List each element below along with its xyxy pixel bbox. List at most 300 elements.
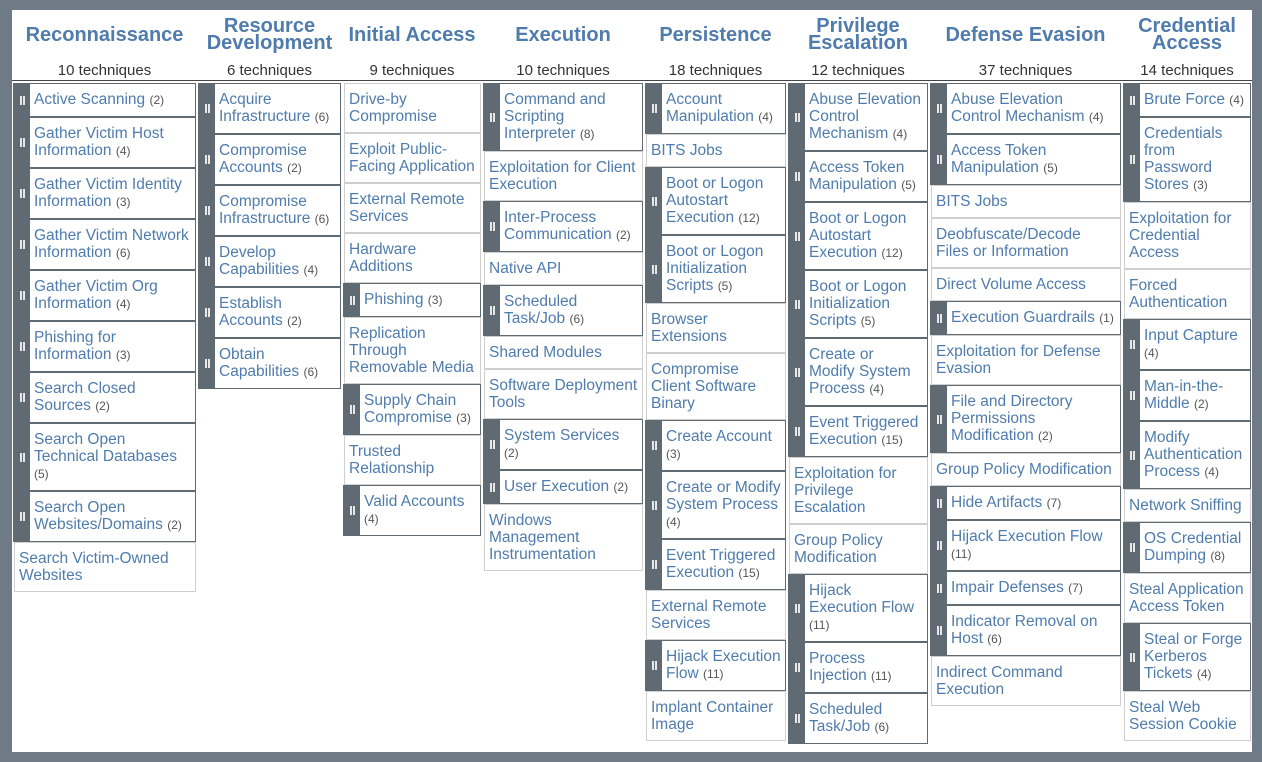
technique-label xyxy=(646,540,785,589)
technique-cell[interactable] xyxy=(344,317,481,384)
technique-name[interactable]: Access Token Manipulation xyxy=(951,142,1047,176)
technique-label xyxy=(14,271,195,320)
technique-cell[interactable] xyxy=(483,83,643,151)
subtechnique-count: (15) xyxy=(881,433,903,447)
technique-cell[interactable] xyxy=(931,656,1121,706)
technique-cell[interactable] xyxy=(930,571,1121,605)
expand-handle-icon[interactable] xyxy=(14,220,30,269)
expand-handle-icon[interactable] xyxy=(931,386,947,452)
technique-name[interactable]: Phishing for Information xyxy=(34,329,116,363)
technique-cell[interactable] xyxy=(344,435,481,485)
technique-cell[interactable] xyxy=(13,168,196,219)
expand-handle-icon[interactable] xyxy=(646,641,662,690)
technique-name[interactable]: System Services xyxy=(504,427,620,444)
technique-cell[interactable] xyxy=(198,236,341,287)
technique-cell[interactable] xyxy=(483,285,643,336)
technique-name[interactable]: Network Sniffing xyxy=(1129,497,1242,514)
subtechnique-count: (11) xyxy=(951,547,972,561)
technique-name[interactable]: Process Injection xyxy=(809,650,867,684)
tactic-name[interactable]: Defense Evasion xyxy=(945,23,1106,46)
technique-label xyxy=(199,339,340,388)
technique-name[interactable]: Indirect Command Execution xyxy=(936,664,1063,698)
technique-label xyxy=(790,525,927,573)
technique-cell[interactable] xyxy=(788,574,928,642)
expand-handle-icon[interactable] xyxy=(14,118,30,167)
technique-name[interactable]: Compromise Accounts xyxy=(219,142,307,176)
technique-name[interactable]: Boot or Logon Initialization Scripts xyxy=(809,278,907,329)
expand-handle-icon[interactable] xyxy=(931,572,947,604)
technique-name[interactable]: Brute Force xyxy=(1144,91,1225,108)
technique-name[interactable]: Search Open Technical Databases xyxy=(34,431,178,465)
technique-name[interactable]: Execution Guardrails xyxy=(951,309,1095,326)
technique-cell[interactable] xyxy=(13,423,196,491)
technique-cell[interactable] xyxy=(484,252,643,285)
technique-cell[interactable] xyxy=(198,185,341,236)
technique-label xyxy=(789,203,927,269)
expand-handle-icon[interactable] xyxy=(14,169,30,218)
technique-name[interactable]: Access Token Manipulation xyxy=(809,159,905,193)
technique-cell[interactable] xyxy=(1123,623,1251,691)
technique-label xyxy=(485,152,642,200)
technique-cell[interactable] xyxy=(645,235,786,303)
technique-cell[interactable] xyxy=(930,605,1121,656)
technique-cell[interactable] xyxy=(484,151,643,201)
technique-cell[interactable] xyxy=(484,369,643,419)
technique-cell[interactable] xyxy=(198,134,341,185)
subtechnique-count: (2) xyxy=(613,480,629,494)
expand-handle-icon[interactable] xyxy=(931,521,947,570)
technique-count: 14 techniques xyxy=(1140,62,1234,79)
technique-name[interactable]: Supply Chain Compromise xyxy=(364,392,457,426)
technique-name[interactable]: Boot or Logon Autostart Execution xyxy=(809,210,907,261)
expand-handle-icon[interactable] xyxy=(789,271,805,337)
technique-name[interactable]: Active Scanning xyxy=(34,91,146,108)
technique-cell[interactable] xyxy=(788,642,928,693)
technique-label xyxy=(344,385,480,434)
technique-cell[interactable] xyxy=(1123,319,1251,370)
subtechnique-count: (5) xyxy=(717,279,733,293)
subtechnique-count: (12) xyxy=(738,211,760,225)
technique-name[interactable]: Event Triggered Execution xyxy=(809,414,919,448)
technique-name[interactable]: Hide Artifacts xyxy=(951,494,1043,511)
technique-name[interactable]: Replication Through Removable Media xyxy=(349,325,474,376)
technique-name[interactable]: Search Victim-Owned Websites xyxy=(19,550,169,584)
tactic-header xyxy=(197,10,342,81)
technique-name[interactable]: Credentials from Password Stores xyxy=(1144,125,1223,193)
technique-cell[interactable] xyxy=(931,218,1121,268)
technique-cell[interactable] xyxy=(645,167,786,235)
technique-cell[interactable] xyxy=(1124,691,1251,741)
technique-name[interactable]: Create Account xyxy=(666,428,772,445)
technique-name[interactable]: Account Manipulation xyxy=(666,91,754,125)
technique-name[interactable]: Steal or Forge Kerberos Tickets xyxy=(1144,631,1243,682)
technique-cell[interactable] xyxy=(1124,489,1251,522)
technique-cell[interactable] xyxy=(13,219,196,270)
technique-label xyxy=(14,220,195,269)
expand-handle-icon[interactable] xyxy=(646,421,662,470)
technique-name[interactable]: OS Credential Dumping xyxy=(1144,530,1242,564)
technique-label xyxy=(931,606,1120,655)
subtechnique-count: (3) xyxy=(456,411,471,425)
technique-label xyxy=(1125,490,1250,521)
technique-label xyxy=(647,692,785,740)
subtechnique-count: (4) xyxy=(1144,346,1159,360)
technique-name[interactable]: Trusted Relationship xyxy=(349,443,435,477)
technique-cell[interactable] xyxy=(930,486,1121,520)
subtechnique-count: (4) xyxy=(1204,465,1219,479)
subtechnique-count: (4) xyxy=(1088,110,1104,124)
technique-cell[interactable] xyxy=(13,372,196,423)
technique-label xyxy=(484,84,642,150)
technique-cell[interactable] xyxy=(645,539,786,590)
technique-label xyxy=(345,184,480,232)
technique-name[interactable]: Direct Volume Access xyxy=(936,276,1086,293)
technique-cell[interactable] xyxy=(483,419,643,470)
technique-name[interactable]: Hijack Execution Flow xyxy=(809,582,915,616)
technique-label xyxy=(199,288,340,337)
technique-name[interactable]: Scheduled Task/Job xyxy=(504,293,578,327)
technique-cell[interactable] xyxy=(13,321,196,372)
subtechnique-count: (3) xyxy=(427,293,443,307)
expand-handle-icon[interactable] xyxy=(646,84,662,133)
technique-cell[interactable] xyxy=(484,336,643,369)
expand-handle-icon[interactable] xyxy=(789,339,805,405)
technique-label xyxy=(14,84,195,116)
technique-count: 6 techniques xyxy=(226,62,313,79)
technique-cell[interactable] xyxy=(788,83,928,151)
technique-cell[interactable] xyxy=(343,485,481,536)
technique-name[interactable]: Abuse Elevation Control Mechanism xyxy=(951,91,1085,125)
technique-label xyxy=(1124,320,1250,369)
tactic-name[interactable]: Credential Access xyxy=(1138,15,1236,54)
technique-name[interactable]: Boot or Logon Autostart Execution xyxy=(666,175,764,226)
technique-cell[interactable] xyxy=(344,83,481,133)
expand-handle-icon[interactable] xyxy=(646,168,662,234)
expand-handle-icon[interactable] xyxy=(931,84,947,133)
expand-handle-icon[interactable] xyxy=(789,694,805,743)
technique-label xyxy=(485,370,642,418)
technique-cell[interactable] xyxy=(14,542,196,592)
technique-label xyxy=(485,337,642,368)
technique-name[interactable]: Obtain Capabilities xyxy=(219,346,300,380)
tactic-name[interactable]: Persistence xyxy=(659,23,772,46)
technique-name[interactable]: Deobfuscate/Decode Files or Information xyxy=(936,226,1081,260)
technique-name[interactable]: External Remote Services xyxy=(651,598,767,632)
expand-handle-icon[interactable] xyxy=(1124,320,1140,369)
technique-name[interactable]: Indicator Removal on Host xyxy=(951,613,1098,647)
expand-handle-icon[interactable] xyxy=(14,492,30,541)
expand-handle-icon[interactable] xyxy=(789,152,805,201)
technique-cell[interactable] xyxy=(645,420,786,471)
expand-handle-icon[interactable] xyxy=(789,407,805,456)
expand-handle-icon[interactable] xyxy=(789,203,805,269)
technique-name[interactable]: Event Triggered Execution xyxy=(666,547,776,581)
technique-cell[interactable] xyxy=(343,283,481,317)
technique-label xyxy=(932,336,1120,384)
technique-name[interactable]: Compromise Infrastructure xyxy=(219,193,311,227)
subtechnique-count: (2) xyxy=(95,399,110,413)
technique-cell[interactable] xyxy=(1124,573,1251,623)
expand-handle-icon[interactable] xyxy=(344,284,360,316)
technique-cell[interactable] xyxy=(344,233,481,283)
technique-cell[interactable] xyxy=(788,151,928,202)
expand-handle-icon[interactable] xyxy=(931,302,947,334)
tactic-name[interactable]: Reconnaissance xyxy=(25,23,184,46)
technique-cell[interactable] xyxy=(646,590,786,640)
technique-cell[interactable] xyxy=(930,385,1121,453)
technique-name[interactable]: External Remote Services xyxy=(349,191,465,225)
technique-name[interactable]: Drive-by Compromise xyxy=(349,91,437,125)
technique-cell[interactable] xyxy=(198,338,341,389)
expand-handle-icon[interactable] xyxy=(789,643,805,692)
technique-cell[interactable] xyxy=(13,117,196,168)
technique-cell[interactable] xyxy=(13,270,196,321)
expand-handle-icon[interactable] xyxy=(646,540,662,589)
technique-cell[interactable] xyxy=(788,338,928,406)
tactic-column-reconnaissance xyxy=(12,10,197,592)
technique-cell[interactable] xyxy=(1123,370,1251,421)
technique-cell[interactable] xyxy=(1123,421,1251,489)
technique-count: 18 techniques xyxy=(668,62,763,79)
technique-name[interactable]: Compromise Client Software Binary xyxy=(651,361,757,412)
tactic-name[interactable]: Execution xyxy=(515,23,611,46)
expand-handle-icon[interactable] xyxy=(646,472,662,538)
technique-name[interactable]: Boot or Logon Initialization Scripts xyxy=(666,243,764,294)
expand-handle-icon[interactable] xyxy=(931,135,947,184)
technique-name[interactable]: Man-in-the-Middle xyxy=(1144,378,1224,412)
expand-handle-icon[interactable] xyxy=(199,186,215,235)
technique-name[interactable]: Group Policy Modification xyxy=(794,532,883,566)
technique-cell[interactable] xyxy=(483,470,643,504)
technique-label xyxy=(932,186,1120,217)
subtechnique-count: (2) xyxy=(287,161,302,175)
technique-count: 10 techniques xyxy=(516,62,610,79)
technique-cell[interactable] xyxy=(646,303,786,353)
expand-handle-icon[interactable] xyxy=(199,339,215,388)
expand-handle-icon[interactable] xyxy=(484,84,500,150)
technique-cell[interactable] xyxy=(645,471,786,539)
expand-handle-icon[interactable] xyxy=(931,606,947,655)
expand-handle-icon[interactable] xyxy=(199,84,215,133)
technique-label xyxy=(932,657,1120,705)
expand-handle-icon[interactable] xyxy=(484,286,500,335)
technique-name[interactable]: Hardware Additions xyxy=(349,241,417,275)
technique-name[interactable]: Gather Victim Network Information xyxy=(34,227,189,261)
technique-cell[interactable] xyxy=(646,691,786,741)
subtechnique-count: (2) xyxy=(149,93,165,107)
technique-cell[interactable] xyxy=(645,83,786,134)
tactic-column-execution xyxy=(482,10,644,571)
technique-name[interactable]: BITS Jobs xyxy=(936,193,1008,210)
subtechnique-count: (4) xyxy=(115,297,131,311)
expand-handle-icon[interactable] xyxy=(789,84,805,150)
technique-cell[interactable] xyxy=(13,83,196,117)
technique-cell[interactable] xyxy=(788,406,928,457)
technique-cell[interactable] xyxy=(931,268,1121,301)
technique-name[interactable]: Gather Victim Org Information xyxy=(34,278,158,312)
technique-name[interactable]: Steal Web Session Cookie xyxy=(1129,699,1237,733)
technique-cell[interactable] xyxy=(788,693,928,744)
technique-name[interactable]: Acquire Infrastructure xyxy=(219,91,311,125)
technique-name[interactable]: Valid Accounts xyxy=(364,493,465,510)
technique-list xyxy=(1122,81,1252,741)
technique-cell[interactable] xyxy=(198,83,341,134)
technique-cell[interactable] xyxy=(1123,117,1251,202)
subtechnique-count: (6) xyxy=(314,110,330,124)
subtechnique-count: (4) xyxy=(892,127,908,141)
technique-name[interactable]: Scheduled Task/Job xyxy=(809,701,883,735)
subtechnique-count: (12) xyxy=(881,246,903,260)
technique-cell[interactable] xyxy=(344,133,481,183)
technique-label xyxy=(14,424,195,490)
technique-name[interactable]: Implant Container Image xyxy=(651,699,774,733)
technique-cell[interactable] xyxy=(1124,202,1251,269)
technique-label xyxy=(646,641,785,690)
expand-handle-icon[interactable] xyxy=(484,202,500,251)
expand-handle-icon[interactable] xyxy=(1124,523,1140,572)
technique-label xyxy=(931,521,1120,570)
technique-name[interactable]: User Execution xyxy=(504,478,610,495)
technique-name[interactable]: Native API xyxy=(489,260,562,277)
expand-handle-icon[interactable] xyxy=(199,288,215,337)
technique-cell[interactable] xyxy=(13,491,196,542)
expand-handle-icon[interactable] xyxy=(789,575,805,641)
expand-handle-icon[interactable] xyxy=(1124,371,1140,420)
technique-cell[interactable] xyxy=(931,335,1121,385)
expand-handle-icon[interactable] xyxy=(931,487,947,519)
expand-handle-icon[interactable] xyxy=(14,322,30,371)
technique-name[interactable]: Impair Defenses xyxy=(951,579,1064,596)
expand-handle-icon[interactable] xyxy=(646,236,662,302)
technique-cell[interactable] xyxy=(645,640,786,691)
subtechnique-count: (11) xyxy=(809,618,830,632)
technique-cell[interactable] xyxy=(930,301,1121,335)
technique-name[interactable]: Software Deployment Tools xyxy=(489,377,638,411)
technique-name[interactable]: Windows Management Instrumentation xyxy=(489,512,596,563)
technique-name[interactable]: BITS Jobs xyxy=(651,142,723,159)
technique-cell[interactable] xyxy=(930,520,1121,571)
technique-label xyxy=(484,420,642,469)
technique-name[interactable]: Search Closed Sources xyxy=(34,380,136,414)
technique-cell[interactable] xyxy=(483,201,643,252)
technique-name[interactable]: Search Open Websites/Domains xyxy=(34,499,163,533)
technique-cell[interactable] xyxy=(1123,83,1251,117)
technique-cell[interactable] xyxy=(931,453,1121,486)
technique-name[interactable]: Shared Modules xyxy=(489,344,602,361)
expand-handle-icon[interactable] xyxy=(14,424,30,490)
technique-name[interactable]: Group Policy Modification xyxy=(936,461,1112,478)
technique-name[interactable]: File and Directory Permissions Modification xyxy=(951,393,1073,444)
expand-handle-icon[interactable] xyxy=(344,385,360,434)
tactic-name[interactable]: Privilege Escalation xyxy=(807,15,909,54)
technique-name[interactable]: Create or Modify System Process xyxy=(666,479,781,513)
expand-handle-icon[interactable] xyxy=(1124,422,1140,488)
technique-cell[interactable] xyxy=(930,134,1121,185)
technique-name[interactable]: Hijack Execution Flow xyxy=(666,648,781,682)
technique-name[interactable]: Inter-Process Communication xyxy=(504,209,612,243)
technique-name[interactable]: Exploitation for Client Execution xyxy=(489,159,636,193)
technique-name[interactable]: Hijack Execution Flow xyxy=(951,528,1103,545)
technique-cell[interactable] xyxy=(1124,269,1251,319)
technique-cell[interactable] xyxy=(646,353,786,420)
expand-handle-icon[interactable] xyxy=(1124,118,1140,201)
technique-name[interactable]: Develop Capabilities xyxy=(219,244,300,278)
subtechnique-count: (4) xyxy=(869,382,884,396)
technique-name[interactable]: Exploitation for Credential Access xyxy=(1129,210,1232,261)
technique-label xyxy=(932,219,1120,267)
technique-cell[interactable] xyxy=(1123,522,1251,573)
expand-handle-icon[interactable] xyxy=(14,373,30,422)
expand-handle-icon[interactable] xyxy=(484,420,500,469)
subtechnique-count: (11) xyxy=(871,669,892,683)
technique-name[interactable]: Gather Victim Identity Information xyxy=(34,176,182,210)
technique-name[interactable]: Input Capture xyxy=(1144,327,1238,344)
technique-name[interactable]: Create or Modify System Process xyxy=(809,346,911,397)
technique-name[interactable]: Abuse Elevation Control Mechanism xyxy=(809,91,922,142)
tactic-column-resource-development xyxy=(197,10,342,389)
technique-label xyxy=(931,386,1120,452)
technique-label xyxy=(1124,422,1250,488)
subtechnique-count: (6) xyxy=(569,312,585,326)
tactic-name[interactable]: Initial Access xyxy=(348,23,476,46)
subtechnique-count: (3) xyxy=(666,447,681,461)
expand-handle-icon[interactable] xyxy=(14,271,30,320)
technique-label xyxy=(1124,624,1250,690)
technique-cell[interactable] xyxy=(646,134,786,167)
technique-name[interactable]: Gather Victim Host Information xyxy=(34,125,164,159)
expand-handle-icon[interactable] xyxy=(1124,624,1140,690)
technique-cell[interactable] xyxy=(484,504,643,571)
technique-cell[interactable] xyxy=(343,384,481,435)
technique-cell[interactable] xyxy=(930,83,1121,134)
technique-label xyxy=(14,118,195,167)
technique-name[interactable]: Steal Application Access Token xyxy=(1129,581,1244,615)
technique-name[interactable]: Establish Accounts xyxy=(219,295,283,329)
technique-label xyxy=(931,84,1120,133)
expand-handle-icon[interactable] xyxy=(199,237,215,286)
technique-cell[interactable] xyxy=(788,202,928,270)
expand-handle-icon[interactable] xyxy=(344,486,360,535)
technique-cell[interactable] xyxy=(931,185,1121,218)
expand-handle-icon[interactable] xyxy=(199,135,215,184)
tactic-name[interactable]: Resource Development xyxy=(206,15,333,54)
technique-name[interactable]: Exploitation for Privilege Escalation xyxy=(794,465,897,516)
technique-name[interactable]: Exploitation for Defense Evasion xyxy=(936,343,1101,377)
technique-label xyxy=(789,643,927,692)
technique-label xyxy=(14,373,195,422)
technique-cell[interactable] xyxy=(789,457,928,524)
technique-name[interactable]: Command and Scripting Interpreter xyxy=(504,91,606,142)
expand-handle-icon[interactable] xyxy=(484,471,500,503)
technique-name[interactable]: Browser Extensions xyxy=(651,311,727,345)
technique-name[interactable]: Forced Authentication xyxy=(1129,277,1228,311)
technique-cell[interactable] xyxy=(344,183,481,233)
expand-handle-icon[interactable] xyxy=(1124,84,1140,116)
technique-cell[interactable] xyxy=(789,524,928,574)
expand-handle-icon[interactable] xyxy=(14,84,30,116)
technique-label xyxy=(484,471,642,503)
technique-cell[interactable] xyxy=(788,270,928,338)
subtechnique-count: (2) xyxy=(167,518,182,532)
subtechnique-count: (4) xyxy=(115,144,131,158)
technique-count: 9 techniques xyxy=(369,62,455,79)
technique-label xyxy=(345,234,480,282)
technique-label xyxy=(647,135,785,166)
technique-name[interactable]: Exploit Public-Facing Application xyxy=(349,141,475,175)
technique-name[interactable]: Modify Authentication Process xyxy=(1144,429,1243,480)
technique-cell[interactable] xyxy=(198,287,341,338)
technique-name[interactable]: Phishing xyxy=(364,291,424,308)
